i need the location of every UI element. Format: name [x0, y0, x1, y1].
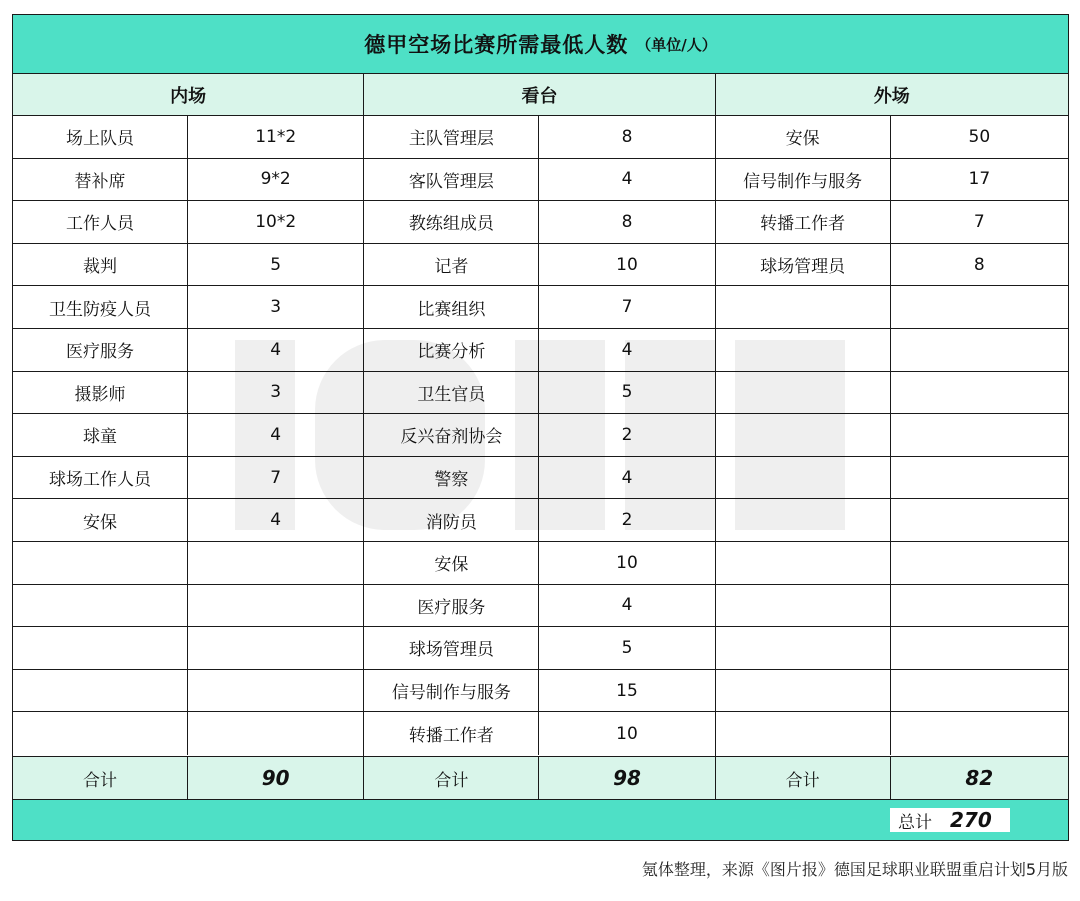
count-cell: 8 — [621, 126, 633, 147]
count-cell: 4 — [270, 339, 282, 360]
table-row — [13, 499, 363, 542]
count-cell: 4 — [621, 169, 633, 190]
table-row — [716, 499, 1068, 542]
count-cell — [891, 670, 1068, 712]
count-cell — [891, 457, 1068, 499]
role-name-cell: 安保 — [364, 542, 539, 584]
count-cell — [188, 712, 363, 755]
count-cell: 4 — [621, 595, 633, 616]
section-outfield — [716, 74, 1068, 756]
table-title: 德甲空场比赛所需最低人数 — [364, 33, 629, 57]
table-row — [13, 244, 363, 287]
total-outfield — [716, 757, 1068, 799]
count-cell: 10*2 — [255, 211, 297, 232]
total-stands — [364, 757, 715, 799]
table-row — [716, 372, 1068, 415]
role-name-cell: 教练组成员 — [364, 201, 539, 243]
count-cell: 5 — [270, 254, 282, 275]
count-cell — [891, 329, 1068, 371]
total-value: 82 — [965, 766, 994, 790]
table-row — [364, 329, 714, 372]
role-name-cell: 工作人员 — [13, 201, 188, 243]
role-name-cell — [716, 585, 891, 627]
count-cell: 15 — [616, 680, 638, 701]
section-infield — [13, 74, 364, 756]
table-row — [364, 627, 714, 670]
table-row — [364, 159, 714, 202]
role-name-cell: 记者 — [364, 244, 539, 286]
table-row — [364, 542, 714, 585]
count-cell: 5 — [621, 637, 633, 658]
table-row — [716, 159, 1068, 202]
role-name-cell — [13, 542, 188, 584]
role-name-cell: 球童 — [13, 414, 188, 456]
table-row — [716, 116, 1068, 159]
count-cell: 10 — [616, 254, 638, 275]
section-header: 看台 — [364, 74, 714, 116]
table-row — [13, 542, 363, 585]
table-row — [13, 159, 363, 202]
table-row — [13, 116, 363, 159]
table-row — [364, 414, 714, 457]
role-name-cell — [716, 499, 891, 541]
table-row — [716, 329, 1068, 372]
role-name-cell: 医疗服务 — [13, 329, 188, 371]
grand-total-label: 总计 — [898, 812, 932, 833]
role-name-cell: 球场管理员 — [716, 244, 891, 286]
total-label: 合计 — [364, 757, 539, 799]
count-cell: 10 — [616, 552, 638, 573]
role-name-cell — [716, 414, 891, 456]
count-cell: 2 — [621, 510, 633, 531]
table-row — [364, 457, 714, 500]
grand-total-value: 270 — [950, 808, 992, 832]
section-stands — [364, 74, 715, 756]
count-cell — [891, 286, 1068, 328]
table-row — [364, 244, 714, 287]
role-name-cell — [13, 670, 188, 712]
role-name-cell — [716, 457, 891, 499]
role-name-cell: 球场管理员 — [364, 627, 539, 669]
count-cell — [188, 585, 363, 627]
count-cell: 8 — [973, 254, 985, 275]
role-name-cell: 卫生官员 — [364, 372, 539, 414]
role-name-cell — [716, 286, 891, 328]
count-cell: 7 — [973, 211, 985, 232]
role-name-cell — [716, 712, 891, 755]
count-cell: 4 — [270, 510, 282, 531]
role-name-cell — [13, 712, 188, 755]
table-row — [716, 542, 1068, 585]
role-name-cell: 裁判 — [13, 244, 188, 286]
table-row — [364, 585, 714, 628]
role-name-cell — [716, 670, 891, 712]
table-row — [364, 712, 714, 755]
table-row — [716, 627, 1068, 670]
count-cell: 17 — [968, 169, 991, 190]
total-label: 合计 — [13, 757, 188, 799]
total-value: 90 — [261, 766, 290, 790]
table-row — [13, 585, 363, 628]
table-row — [13, 712, 363, 755]
count-cell: 10 — [616, 723, 638, 744]
table-row — [716, 585, 1068, 628]
table-row — [364, 670, 714, 713]
role-name-cell — [716, 627, 891, 669]
role-name-cell: 医疗服务 — [364, 585, 539, 627]
table-row — [364, 286, 714, 329]
role-name-cell: 卫生防疫人员 — [13, 286, 188, 328]
role-name-cell: 信号制作与服务 — [716, 159, 891, 201]
count-cell — [188, 670, 363, 712]
count-cell: 11*2 — [255, 126, 297, 147]
total-value: 98 — [613, 766, 641, 790]
count-cell — [891, 712, 1068, 755]
role-name-cell: 信号制作与服务 — [364, 670, 539, 712]
section-header: 内场 — [13, 74, 363, 116]
role-name-cell: 替补席 — [13, 159, 188, 201]
table-row — [364, 201, 714, 244]
count-cell — [891, 414, 1068, 456]
grand-total-bar — [13, 800, 1068, 840]
table-row — [13, 457, 363, 500]
role-name-cell: 主队管理层 — [364, 116, 539, 158]
role-name-cell — [13, 627, 188, 669]
table-row — [716, 414, 1068, 457]
table-row — [13, 627, 363, 670]
count-cell — [891, 499, 1068, 541]
total-infield — [13, 757, 364, 799]
role-name-cell — [13, 585, 188, 627]
count-cell: 2 — [621, 424, 633, 445]
role-name-cell: 球场工作人员 — [13, 457, 188, 499]
table-row — [716, 201, 1068, 244]
count-cell: 4 — [621, 339, 633, 360]
count-cell: 7 — [621, 297, 633, 318]
role-name-cell: 比赛分析 — [364, 329, 539, 371]
totals-row — [13, 757, 1068, 800]
role-name-cell: 反兴奋剂协会 — [364, 414, 539, 456]
table-row — [13, 201, 363, 244]
table-title-bar — [13, 15, 1068, 74]
source-note: 氪体整理，来源《图片报》德国足球职业联盟重启计划5月版 — [641, 860, 1068, 879]
role-name-cell: 场上队员 — [13, 116, 188, 158]
count-cell — [891, 627, 1068, 669]
table-row — [13, 286, 363, 329]
role-name-cell: 客队管理层 — [364, 159, 539, 201]
role-name-cell: 消防员 — [364, 499, 539, 541]
role-name-cell: 安保 — [716, 116, 891, 158]
role-name-cell: 比赛组织 — [364, 286, 539, 328]
unit-note: （单位/人） — [636, 35, 717, 54]
table-row — [13, 372, 363, 415]
role-name-cell: 转播工作者 — [364, 712, 539, 755]
table-row — [364, 116, 714, 159]
table-row — [13, 329, 363, 372]
count-cell: 3 — [270, 297, 282, 318]
role-name-cell: 转播工作者 — [716, 201, 891, 243]
table-row — [364, 499, 714, 542]
role-name-cell: 安保 — [13, 499, 188, 541]
count-cell: 50 — [968, 126, 991, 147]
count-cell: 4 — [621, 467, 633, 488]
role-name-cell: 摄影师 — [13, 372, 188, 414]
section-header: 外场 — [716, 74, 1068, 116]
table-row — [716, 712, 1068, 755]
count-cell: 7 — [270, 467, 282, 488]
count-cell — [891, 372, 1068, 414]
staffing-table — [12, 14, 1069, 841]
table-row — [716, 244, 1068, 287]
count-cell: 8 — [621, 211, 633, 232]
grand-total-box — [890, 808, 1010, 832]
sections-area — [13, 74, 1068, 757]
count-cell: 9*2 — [260, 169, 291, 190]
total-label: 合计 — [716, 757, 891, 799]
count-cell: 5 — [621, 382, 633, 403]
count-cell: 3 — [270, 382, 282, 403]
count-cell: 4 — [270, 424, 282, 445]
count-cell — [891, 542, 1068, 584]
table-row — [716, 286, 1068, 329]
count-cell — [891, 585, 1068, 627]
role-name-cell — [716, 542, 891, 584]
table-row — [364, 372, 714, 415]
table-row — [13, 670, 363, 713]
role-name-cell — [716, 329, 891, 371]
role-name-cell: 警察 — [364, 457, 539, 499]
role-name-cell — [716, 372, 891, 414]
table-row — [716, 670, 1068, 713]
table-row — [13, 414, 363, 457]
count-cell — [188, 627, 363, 669]
table-row — [716, 457, 1068, 500]
count-cell — [188, 542, 363, 584]
